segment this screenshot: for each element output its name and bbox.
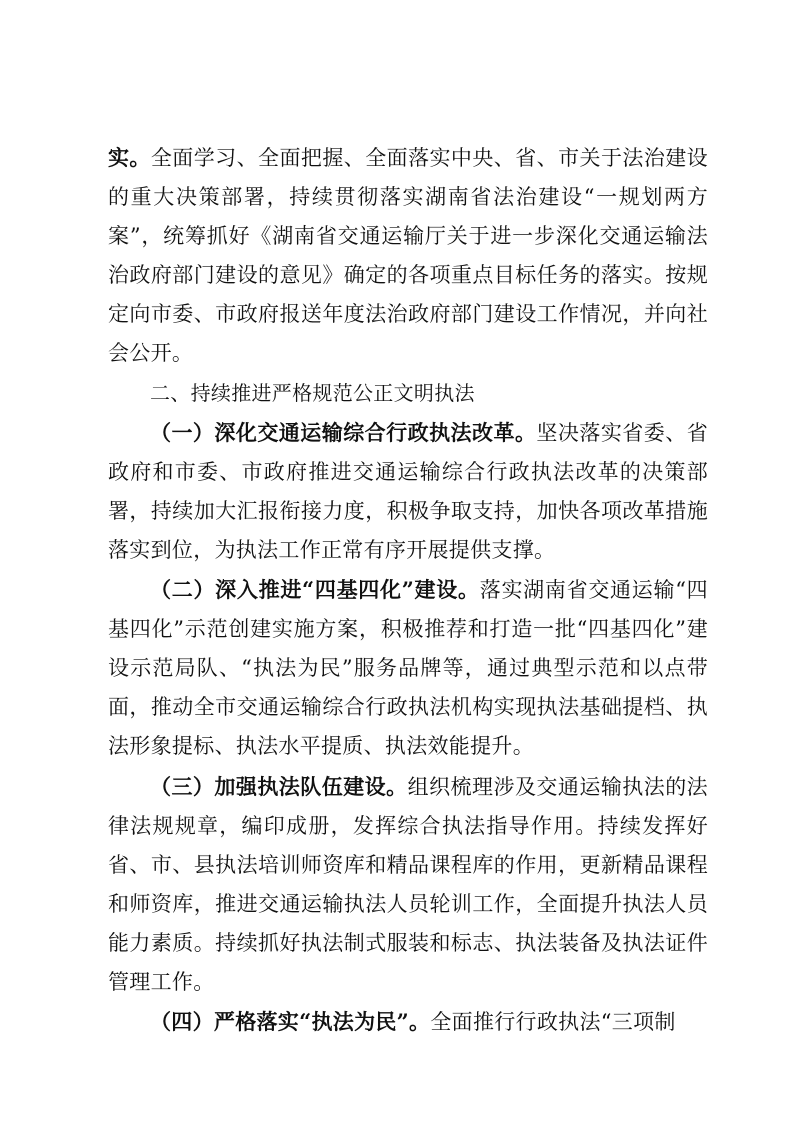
item-title-3: （三）加强执法队伍建设。 (150, 773, 408, 799)
item-paragraph-4 (108, 1002, 708, 1042)
item-paragraph-2 (108, 570, 708, 766)
item-title-1: （一）深化交通运输综合行政执法改革。 (150, 419, 537, 445)
document-page (108, 138, 708, 1042)
paragraph-continuation (108, 138, 708, 374)
item-body-3: 组织梳理涉及交通运输执法的法律法规规章，编印成册，发挥综合执法指导作用。持续发挥好省、市、县执法培训师资库和精品课程库的作用，更新精品课程和师资库，推进交通运输执法人员轮训工作，全面提升执法人员能力素质。持续抓好执法制式服装和标志、执法装备及执法证件管理工作。 (108, 774, 708, 994)
item-title-2: （二）深入推进“四基四化”建设。 (150, 577, 480, 603)
item-paragraph-3 (108, 767, 708, 1003)
paragraph-body: 全面学习、全面把握、全面落实中央、省、市关于法治建设的重大决策部署，持续贯彻落实湖南省法治建设“一规划两方案”，统筹抓好《湖南省交通运输厅关于进一步深化交通运输法治政府部门建设的意见》确定的各项重点目标任务的落实。按规定向市委、市政府报送年度法治政府部门建设工作情况，并向社会公开。 (108, 146, 708, 366)
item-body-1: 坚决落实省委、省政府和市委、市政府推进交通运输综合行政执法改革的决策部署，持续加大汇报衔接力度，积极争取支持，加快各项改革措施落实到位，为执法工作正常有序开展提供支撑。 (108, 420, 708, 562)
item-body-2: 落实湖南省交通运输“四基四化”示范创建实施方案，积极推荐和打造一批“四基四化”建设示范局队、“执法为民”服务品牌等，通过典型示范和以点带面，推动全市交通运输综合行政执法机构实现执法基础提档、执法形象提标、执法水平提质、执法效能提升。 (108, 578, 708, 759)
item-title-4: （四）严格落实“执法为民”。 (150, 1009, 431, 1035)
item-body-4: 全面推行行政执法“三项制 (430, 1010, 676, 1035)
item-paragraph-1 (108, 413, 708, 570)
paragraph-lead: 实。 (108, 145, 151, 170)
section-heading: 二、持续推进严格规范公正文明执法 (150, 380, 475, 405)
